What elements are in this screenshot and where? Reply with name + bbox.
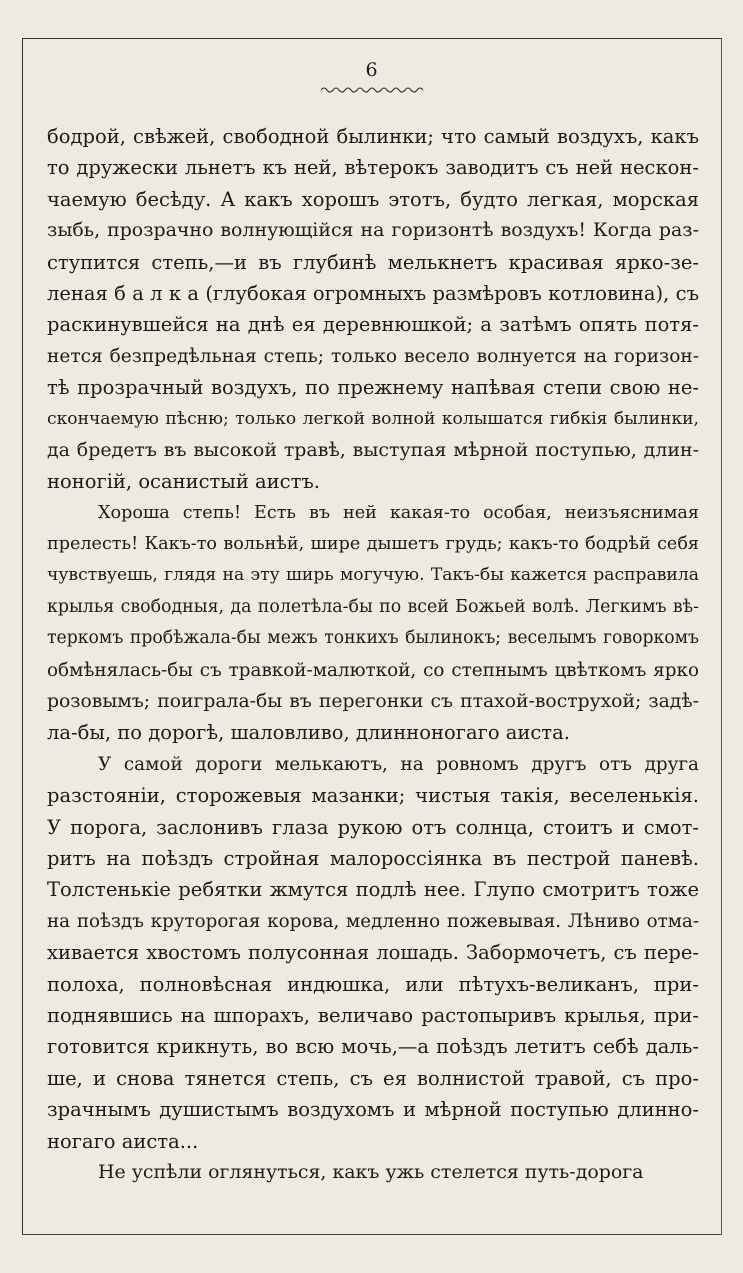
body-text [47,121,699,1188]
paragraph [47,498,699,749]
text-line: ноногій, осанистый аистъ. [47,470,320,494]
paragraph [47,749,699,1157]
text-line: прелесть! Какъ-то вольнѣй, шире дышетъ грудь; какъ-то бодрѣй себя [47,534,699,555]
paragraph [47,1157,699,1188]
wavy-ornament [319,84,429,96]
text-line: нется безпредѣльная степь; только весело волнуется на горизон- [47,345,699,367]
text-line: Толстенькіе ребятки жмутся подлѣ нее. Глупо смотритъ тоже [47,878,699,902]
text-line: теркомъ пробѣжала-бы межъ тонкихъ былинокъ; веселымъ говоркомъ [47,628,699,649]
text-line: ла-бы, по дорогѣ, шаловливо, длинноногаго аиста. [47,721,570,745]
text-line: леная б а л к а (глубокая огромныхъ размѣровъ котловина), съ [47,281,699,305]
text-line: тѣ прозрачный воздухъ, по прежнему напѣвая степи свою не- [47,376,699,400]
text-line: ступится степь,—и въ глубинѣ мелькнетъ красивая ярко-зе- [47,250,699,274]
text-line: зыбь, прозрачно волнующійся на горизонтѣ воздухъ! Когда раз- [47,219,699,242]
text-line: разстояніи, сторожевыя мазанки; чистыя такія, веселенькія. [47,784,699,808]
text-line: чаемую бесѣду. А какъ хорошъ этотъ, будто легкая, морская [47,187,699,211]
text-line: да бредетъ въ высокой травѣ, выступая мѣрной поступью, длин- [47,438,699,461]
text-line: ногаго аиста... [47,1129,199,1153]
text-line: розовымъ; поиграла-бы въ перегонки съ птахой-вострухой; задѣ- [47,691,699,713]
text-line: зрачнымъ душистымъ воздухомъ и мѣрной поступью длинно- [47,1098,699,1122]
text-line: крылья свободныя, да полетѣла-бы по всей Божьей волѣ. Легкимъ вѣ- [47,596,699,617]
page-number: 6 [365,59,378,81]
text-line: У порога, заслонивъ глаза рукою отъ солнца, стоитъ и смот- [47,815,699,839]
text-line: Не успѣли оглянуться, какъ ужь стелется путь-дорога [98,1160,644,1183]
text-line: то дружески льнетъ къ ней, вѣтерокъ заводитъ съ ней нескон- [47,156,699,180]
paragraph [47,121,699,498]
text-line: чувствуешь, глядя на эту ширь могучую. Такъ-бы кажется расправила [47,565,699,586]
text-line: ритъ на поѣздъ стройная малороссіянка въ пестрой паневѣ. [47,846,699,870]
text-line: Хороша степь! Есть въ ней какая-то особая, неизъяснимая [98,502,699,523]
text-line: хивается хвостомъ полусонная лошадь. Забормочетъ, съ пере- [47,941,699,965]
text-line: готовится крикнуть, во всю мочь,—а поѣздъ летитъ себѣ даль- [47,1035,699,1059]
text-line: раскинувшейся на днѣ ея деревнюшкой; а затѣмъ опять потя- [47,313,699,337]
text-line: поднявшись на шпорахъ, величаво растопыривъ крылья, при- [47,1003,699,1027]
text-line: полоха, полновѣсная индюшка, или пѣтухъ-великанъ, при- [47,972,699,996]
text-line: ше, и снова тянется степь, съ ея волнистой травой, съ про- [47,1066,699,1090]
text-line: У самой дороги мелькаютъ, на ровномъ другъ отъ друга [98,753,699,775]
text-line: на поѣздъ круторогая корова, медленно пожевывая. Лѣниво отма- [47,910,699,932]
text-line: обмѣнялась-бы съ травкой-малюткой, со степнымъ цвѣткомъ ярко [47,659,699,681]
text-line: бодрой, свѣжей, свободной былинки; что самый воздухъ, какъ [47,125,699,148]
text-line: скончаемую пѣсню; только легкой волной колышатся гибкія былинки, [47,408,699,429]
